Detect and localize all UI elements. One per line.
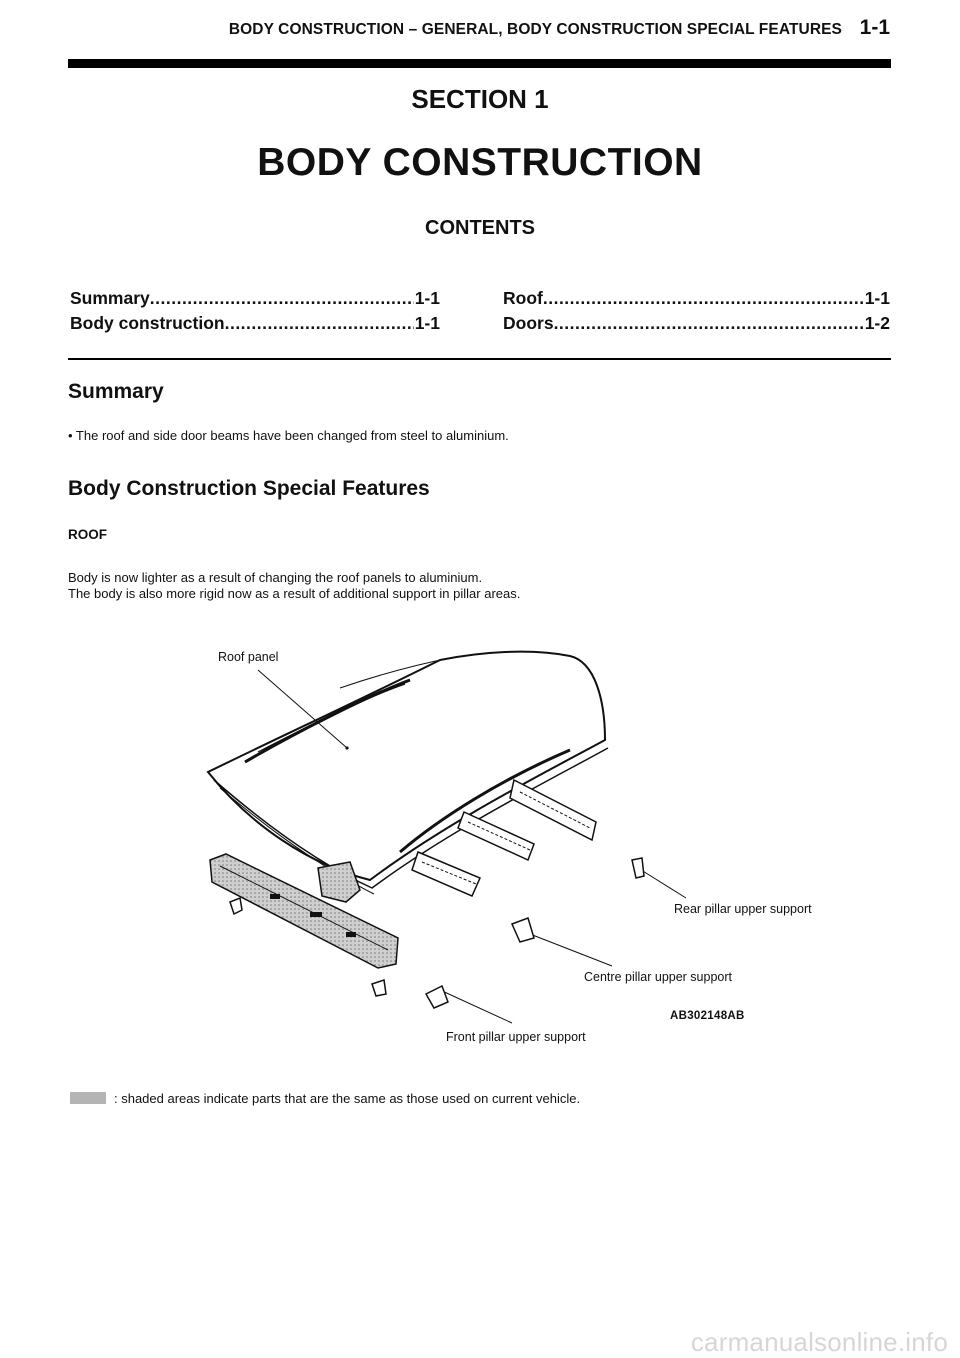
main-title: BODY CONSTRUCTION <box>257 141 703 184</box>
centre-pillar-support <box>512 918 534 942</box>
toc-entry-label: Body construction <box>70 313 225 333</box>
roof-paragraph <box>68 570 520 602</box>
toc-dot-leader <box>554 311 864 336</box>
summary-heading: Summary <box>68 380 164 403</box>
centre-pillar-leader <box>530 934 612 966</box>
front-pillar-leader <box>440 990 512 1023</box>
header-page-number: 1-1 <box>859 16 890 39</box>
figure-code: AB302148AB <box>670 1010 745 1022</box>
toc-entry-page: 1-1 <box>414 313 440 333</box>
callout-centre-pillar: Centre pillar upper support <box>584 970 732 984</box>
toc-entry-page: 1-1 <box>864 288 890 308</box>
toc-entry-page: 1-2 <box>864 313 890 333</box>
toc-entry-page: 1-1 <box>414 288 440 308</box>
toc-entry-label: Roof <box>503 288 543 308</box>
contents-divider <box>68 358 891 360</box>
toc-entry-label: Summary <box>70 288 150 308</box>
roof-paragraph-line: Body is now lighter as a result of changing the roof panels to aluminium. <box>68 570 483 585</box>
toc-entry-label: Doors <box>503 313 554 333</box>
toc-dot-leader <box>150 286 414 311</box>
legend-swatch <box>70 1092 106 1104</box>
page-header <box>68 18 890 46</box>
watermark: carmanualsonline.info <box>690 1327 948 1357</box>
toc-entry-roof[interactable] <box>503 286 890 311</box>
left-small-bracket <box>230 898 242 914</box>
roof-bow-1 <box>412 852 480 896</box>
front-pillar-support-left <box>372 980 386 996</box>
contents-label: CONTENTS <box>425 217 535 239</box>
rear-pillar-leader <box>638 868 686 898</box>
features-heading: Body Construction Special Features <box>68 477 430 500</box>
callout-rear-pillar: Rear pillar upper support <box>674 902 812 916</box>
roof-bow-3 <box>510 780 596 840</box>
roof-subheading: ROOF <box>68 527 107 542</box>
header-title: BODY CONSTRUCTION – GENERAL, BODY CONSTRUCTION SPECIAL FEATURES <box>228 21 842 38</box>
toc-dot-leader <box>225 311 414 336</box>
section-label: SECTION 1 <box>411 84 549 114</box>
roof-panel-shape <box>208 652 608 894</box>
toc-entry-doors[interactable] <box>503 311 890 336</box>
toc-right-column <box>503 286 890 336</box>
front-pillar-support <box>426 986 448 1008</box>
roof-bow-2 <box>458 812 534 860</box>
roof-illustration <box>150 640 870 1060</box>
toc-dot-leader <box>543 286 864 311</box>
summary-bullet: • The roof and side door beams have been changed from steel to aluminium. <box>68 428 509 443</box>
toc-entry-body-construction[interactable] <box>70 311 440 336</box>
roof-paragraph-line: The body is also more rigid now as a result of additional support in pillar areas. <box>68 586 521 601</box>
roof-exploded-figure <box>150 640 870 1060</box>
toc-entry-summary[interactable] <box>70 286 440 311</box>
callout-front-pillar: Front pillar upper support <box>446 1030 586 1044</box>
rear-pillar-support <box>632 858 644 878</box>
callout-roof-panel: Roof panel <box>218 650 279 664</box>
header-rule <box>68 59 891 68</box>
legend-text: : shaded areas indicate parts that are the same as those used on current vehicle. <box>114 1091 581 1106</box>
toc-left-column <box>70 286 440 336</box>
